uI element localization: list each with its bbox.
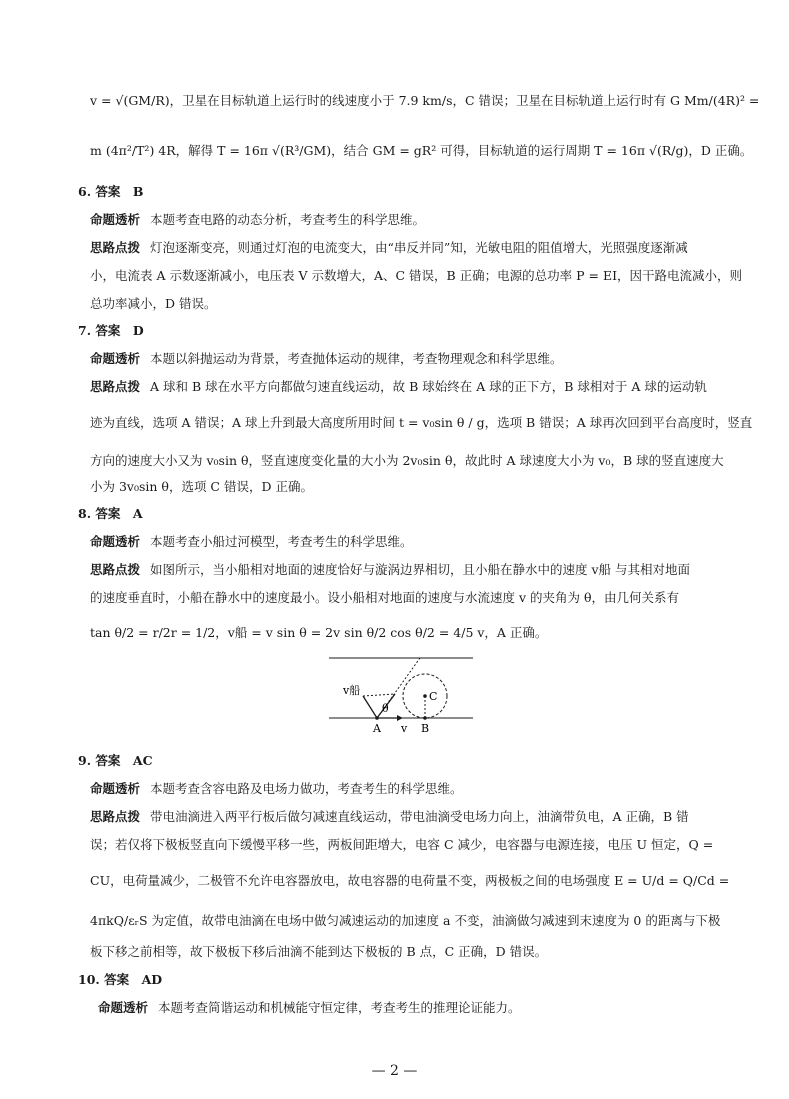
q9-intent <box>90 780 463 798</box>
fig-label-v: v <box>401 722 408 735</box>
top-line-1: v = √(GM/R)，卫星在目标轨道上运行时的线速度小于 7.9 km/s，C 错误；卫星在目标轨道上运行时有 G Mm/(4R)² = <box>90 93 760 108</box>
center-point <box>423 694 427 698</box>
q9-hint-tag: 思路点拨 <box>90 809 141 824</box>
point-b <box>423 716 427 720</box>
q7-intent-tag: 命题透析 <box>90 351 141 366</box>
q9-hint-1 <box>90 808 689 826</box>
helper-dashed-line <box>363 694 395 696</box>
q7-intent-text: 本题以斜抛运动为背景，考查抛体运动的规律，考查物理观念和科学思维。 <box>150 351 563 366</box>
q9-hint-3: CU，电荷量减少，二极管不允许电容器放电，故电容器的电荷量不变，两极板之间的电场强度 E = U/d = Q/Cd = <box>90 873 730 888</box>
q9-intent-tag: 命题透析 <box>90 781 141 796</box>
q9-hint-2: 误；若仅将下极板竖直向下缓慢平移一些，两板间距增大，电容 C 减少，电容器与电源连接，电压 U 恒定，Q = <box>90 837 714 852</box>
q8-intent-text: 本题考查小船过河模型，考查考生的科学思维。 <box>150 534 413 549</box>
q9-hint-text-a: 带电油滴进入两平行板后做匀减速直线运动，带电油滴受电场力向上，油滴带负电，A 正确，B 错 <box>150 809 689 824</box>
q7-answer: 7. 答案 D <box>78 323 144 338</box>
q8-hint-tag: 思路点拨 <box>90 562 141 577</box>
q6-intent-text: 本题考查电路的动态分析，考查考生的科学思维。 <box>150 212 426 227</box>
q8-hint-text-a: 如图所示，当小船相对地面的速度恰好与漩涡边界相切，且小船在静水中的速度 v船 与其相对地面 <box>150 562 691 577</box>
fig-label-boat-velocity: v船 <box>343 684 361 697</box>
q10-intent <box>98 999 521 1017</box>
q6-answer: 6. 答案 B <box>78 184 144 199</box>
fig-label-c: C <box>429 690 438 703</box>
q7-hint-tag: 思路点拨 <box>90 379 141 394</box>
q8-intent <box>90 533 413 551</box>
fig-label-b: B <box>421 722 430 735</box>
q7-hint-3: 方向的速度大小又为 v₀sin θ，竖直速度变化量的大小为 2v₀sin θ，故此时 A 球速度大小为 v₀，B 球的竖直速度大 <box>90 453 724 468</box>
q7-hint-4: 小为 3v₀sin θ，选项 C 错误，D 正确。 <box>90 479 313 494</box>
water-arrow-head <box>397 715 403 721</box>
q10-intent-text: 本题考查简谐运动和机械能守恒定律，考查考生的推理论证能力。 <box>158 1000 521 1015</box>
q6-intent-tag: 命题透析 <box>90 212 141 227</box>
fig-label-a: A <box>373 722 381 735</box>
top-line-2: m (4π²/T²) 4R，解得 T = 16π √(R³/GM)，结合 GM = gR² 可得，目标轨道的运行周期 T = 16π √(R/g)，D 正确。 <box>90 143 753 158</box>
q8-vortex-figure <box>325 652 475 740</box>
q8-intent-tag: 命题透析 <box>90 534 141 549</box>
q6-hint-3: 总功率减小，D 错误。 <box>90 296 217 311</box>
q8-hint-3: tan θ/2 = r/2r = 1/2，v船 = v sin θ = 2v sin θ/2 cos θ/2 = 4/5 v，A 正确。 <box>90 625 548 640</box>
q7-intent <box>90 350 563 368</box>
q6-intent <box>90 211 425 229</box>
q7-hint-1 <box>90 378 707 396</box>
q9-intent-text: 本题考查含容电路及电场力做功，考查考生的科学思维。 <box>150 781 463 796</box>
q8-hint-2: 的速度垂直时，小船在静水中的速度最小。设小船相对地面的速度与水流速度 v 的夹角为 θ，由几何关系有 <box>90 590 680 605</box>
boat-velocity-arrow <box>363 696 377 718</box>
q6-hint-2: 小，电流表 A 示数逐渐减小，电压表 V 示数增大，A、C 错误，B 正确；电源的总功率 P = EI，因干路电流减小，则 <box>90 268 743 283</box>
point-a <box>375 716 379 720</box>
q9-hint-4: 4πkQ/εᵣS 为定值，故带电油滴在电场中做匀减速运动的加速度 a 不变，油滴做匀减速到末速度为 0 的距离与下极 <box>90 913 721 928</box>
q8-answer: 8. 答案 A <box>78 506 143 521</box>
q6-hint-tag: 思路点拨 <box>90 240 141 255</box>
q7-hint-2: 迹为直线，选项 A 错误；A 球上升到最大高度所用时间 t = v₀sin θ / g，选项 B 错误；A 球再次回到平台高度时，竖直 <box>90 415 753 430</box>
q9-hint-5: 板下移之前相等，故下极板下移后油滴不能到达下极板的 B 点，C 正确，D 错误。 <box>90 944 548 959</box>
page-number: — 2 — <box>371 1063 418 1079</box>
q8-hint-1 <box>90 561 690 579</box>
q7-hint-text-a: A 球和 B 球在水平方向都做匀速直线运动，故 B 球始终在 A 球的正下方，B 球相对于 A 球的运动轨 <box>150 379 707 394</box>
q6-hint-text-a: 灯泡逐渐变亮，则通过灯泡的电流变大，由“串反并同”知，光敏电阻的阻值增大，光照强度逐渐减 <box>150 240 688 255</box>
q10-answer: 10. 答案 AD <box>78 972 163 987</box>
q10-intent-tag: 命题透析 <box>98 1000 149 1015</box>
q6-hint-1 <box>90 239 688 257</box>
fig-label-theta: θ <box>382 702 389 715</box>
q9-answer: 9. 答案 AC <box>78 753 153 768</box>
